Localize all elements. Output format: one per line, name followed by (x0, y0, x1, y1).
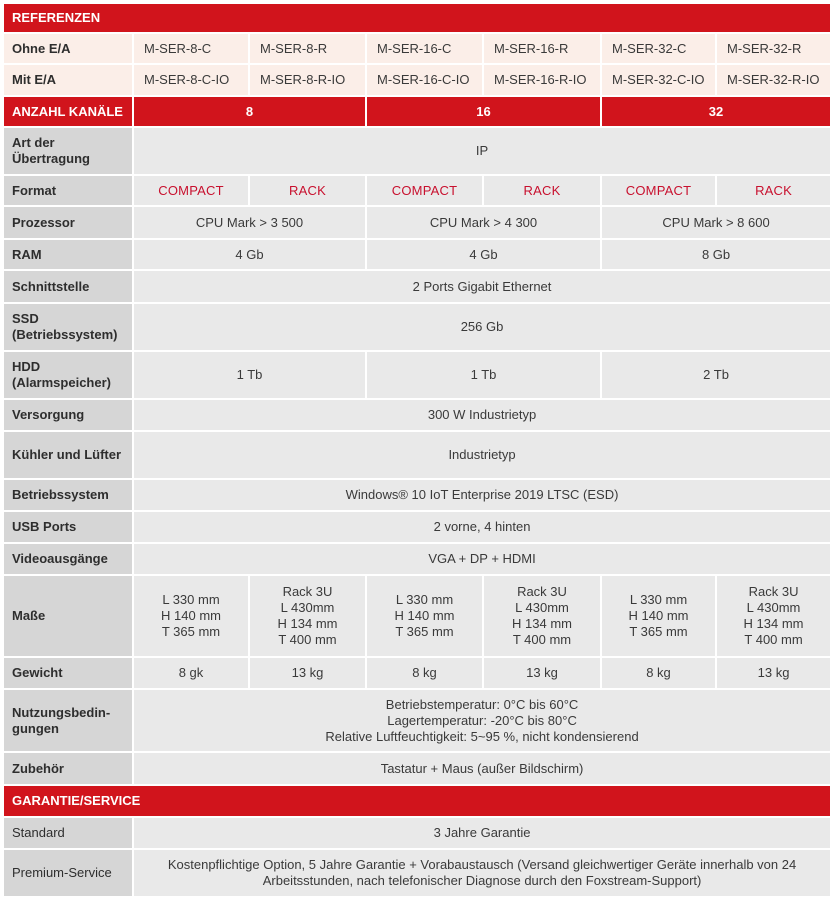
cooling-value: Industrietyp (134, 432, 832, 480)
weight-value: 13 kg (250, 658, 367, 690)
ref-code: M-SER-8-C-IO (134, 65, 250, 97)
cpu-value: CPU Mark > 8 600 (602, 207, 832, 240)
ref-code: M-SER-8-R (250, 34, 367, 65)
ref-code: M-SER-16-C (367, 34, 484, 65)
references-header-row (4, 4, 832, 34)
os-label: Betriebssystem (4, 480, 134, 512)
interface-label: Schnittstelle (4, 271, 134, 304)
ref-code: M-SER-32-R (717, 34, 832, 65)
weight-value: 13 kg (717, 658, 832, 690)
transfer-label: Art der Übertragung (4, 128, 134, 176)
references-section-title: REFERENZEN (4, 4, 832, 34)
cooling-row (4, 432, 832, 480)
dims-line: T 400 mm (744, 632, 803, 647)
premium-value: Kostenpflichtige Option, 5 Jahre Garantie + Vorabaustausch (Versand gleichwertiger Geräte innerhalb von 24 Arbeitsstunden, nach telefonischer Diagnose durch den Foxstream-Support) (134, 850, 832, 898)
accessories-value: Tastatur + Maus (außer Bildschirm) (134, 753, 832, 786)
ref-code: M-SER-8-R-IO (250, 65, 367, 97)
accessories-row (4, 753, 832, 786)
interface-row (4, 271, 832, 304)
format-value: RACK (717, 176, 832, 207)
format-value: COMPACT (134, 176, 250, 207)
channels-value: 16 (367, 97, 602, 128)
hdd-row (4, 352, 832, 400)
weight-value: 8 gk (134, 658, 250, 690)
refs-with-io-row (4, 65, 832, 97)
hdd-value: 1 Tb (134, 352, 367, 400)
transfer-value: IP (134, 128, 832, 176)
ref-code: M-SER-32-R-IO (717, 65, 832, 97)
format-value: RACK (250, 176, 367, 207)
channels-row (4, 97, 832, 128)
weight-value: 8 kg (367, 658, 484, 690)
ref-code: M-SER-16-R (484, 34, 602, 65)
dims-line: L 430mm (515, 600, 569, 615)
refs-with-io-label: Mit E/A (4, 65, 134, 97)
ram-value: 4 Gb (134, 240, 367, 271)
ram-value: 8 Gb (602, 240, 832, 271)
spec-table (4, 4, 832, 898)
dims-line: H 134 mm (277, 616, 338, 631)
refs-without-io-label: Ohne E/A (4, 34, 134, 65)
format-value: COMPACT (602, 176, 717, 207)
weight-label: Gewicht (4, 658, 134, 690)
dims-line: Rack 3U (517, 584, 567, 599)
warranty-section-title: GARANTIE/SERVICE (4, 786, 832, 818)
ssd-row (4, 304, 832, 352)
channels-value: 32 (602, 97, 832, 128)
ram-value: 4 Gb (367, 240, 602, 271)
standard-label: Standard (4, 818, 134, 850)
standard-value: 3 Jahre Garantie (134, 818, 832, 850)
dims-rack (484, 576, 602, 658)
usb-row (4, 512, 832, 544)
transfer-row (4, 128, 832, 176)
hdd-value: 1 Tb (367, 352, 602, 400)
warranty-header-row (4, 786, 832, 818)
video-value: VGA + DP + HDMI (134, 544, 832, 576)
usage-value (134, 690, 832, 753)
dims-label: Maße (4, 576, 134, 658)
ref-code: M-SER-16-C-IO (367, 65, 484, 97)
ssd-label: SSD (Betriebssystem) (4, 304, 134, 352)
dims-compact (602, 576, 717, 658)
cpu-value: CPU Mark > 4 300 (367, 207, 602, 240)
dims-line: L 430mm (746, 600, 801, 615)
power-value: 300 W Industrietyp (134, 400, 832, 432)
cpu-label: Prozessor (4, 207, 134, 240)
ssd-value: 256 Gb (134, 304, 832, 352)
dims-line: T 365 mm (161, 624, 221, 639)
dims-rack (250, 576, 367, 658)
usage-line: Relative Luftfeuchtigkeit: 5~95 %, nicht kondensierend (325, 728, 639, 744)
format-value: RACK (484, 176, 602, 207)
premium-label: Premium-Service (4, 850, 134, 898)
hdd-value: 2 Tb (602, 352, 832, 400)
video-row (4, 544, 832, 576)
ram-row (4, 240, 832, 271)
dims-line: L 330 mm (395, 592, 454, 607)
weight-value: 8 kg (602, 658, 717, 690)
channels-label: ANZAHL KANÄLE (4, 97, 134, 128)
cooling-label: Kühler und Lüfter (4, 432, 134, 480)
dims-line: L 430mm (280, 600, 335, 615)
premium-row (4, 850, 832, 898)
format-label: Format (4, 176, 134, 207)
ram-label: RAM (4, 240, 134, 271)
cpu-value: CPU Mark > 3 500 (134, 207, 367, 240)
dims-line: T 365 mm (395, 624, 454, 639)
format-row (4, 176, 832, 207)
ref-code: M-SER-8-C (134, 34, 250, 65)
dims-line: T 400 mm (512, 632, 572, 647)
hdd-label: HDD (Alarmspeicher) (4, 352, 134, 400)
refs-without-io-row (4, 34, 832, 65)
os-row (4, 480, 832, 512)
os-value: Windows® 10 IoT Enterprise 2019 LTSC (ESD) (134, 480, 832, 512)
dims-line: Rack 3U (748, 584, 799, 599)
dims-line: L 330 mm (162, 592, 220, 607)
channels-value: 8 (134, 97, 367, 128)
dims-line: T 400 mm (278, 632, 337, 647)
accessories-label: Zubehör (4, 753, 134, 786)
dims-line: H 140 mm (628, 608, 689, 623)
dims-line: H 134 mm (512, 616, 572, 631)
dims-line: L 330 mm (629, 592, 688, 607)
power-label: Versorgung (4, 400, 134, 432)
usage-row (4, 690, 832, 753)
format-value: COMPACT (367, 176, 484, 207)
usage-label: Nutzungsbedin-gungen (4, 690, 134, 753)
weight-value: 13 kg (484, 658, 602, 690)
standard-row (4, 818, 832, 850)
usb-label: USB Ports (4, 512, 134, 544)
power-row (4, 400, 832, 432)
ref-code: M-SER-32-C (602, 34, 717, 65)
dims-compact (367, 576, 484, 658)
ref-code: M-SER-32-C-IO (602, 65, 717, 97)
usb-value: 2 vorne, 4 hinten (134, 512, 832, 544)
ref-code: M-SER-16-R-IO (484, 65, 602, 97)
dims-line: Rack 3U (282, 584, 333, 599)
weight-row (4, 658, 832, 690)
cpu-row (4, 207, 832, 240)
dims-compact (134, 576, 250, 658)
dims-line: H 140 mm (394, 608, 455, 623)
video-label: Videoausgänge (4, 544, 134, 576)
dims-row (4, 576, 832, 658)
dims-line: H 140 mm (161, 608, 221, 623)
usage-line: Lagertemperatur: -20°C bis 80°C (387, 712, 577, 728)
interface-value: 2 Ports Gigabit Ethernet (134, 271, 832, 304)
usage-line: Betriebstemperatur: 0°C bis 60°C (385, 696, 579, 712)
dims-rack (717, 576, 832, 658)
dims-line: T 365 mm (629, 624, 688, 639)
dims-line: H 134 mm (743, 616, 804, 631)
